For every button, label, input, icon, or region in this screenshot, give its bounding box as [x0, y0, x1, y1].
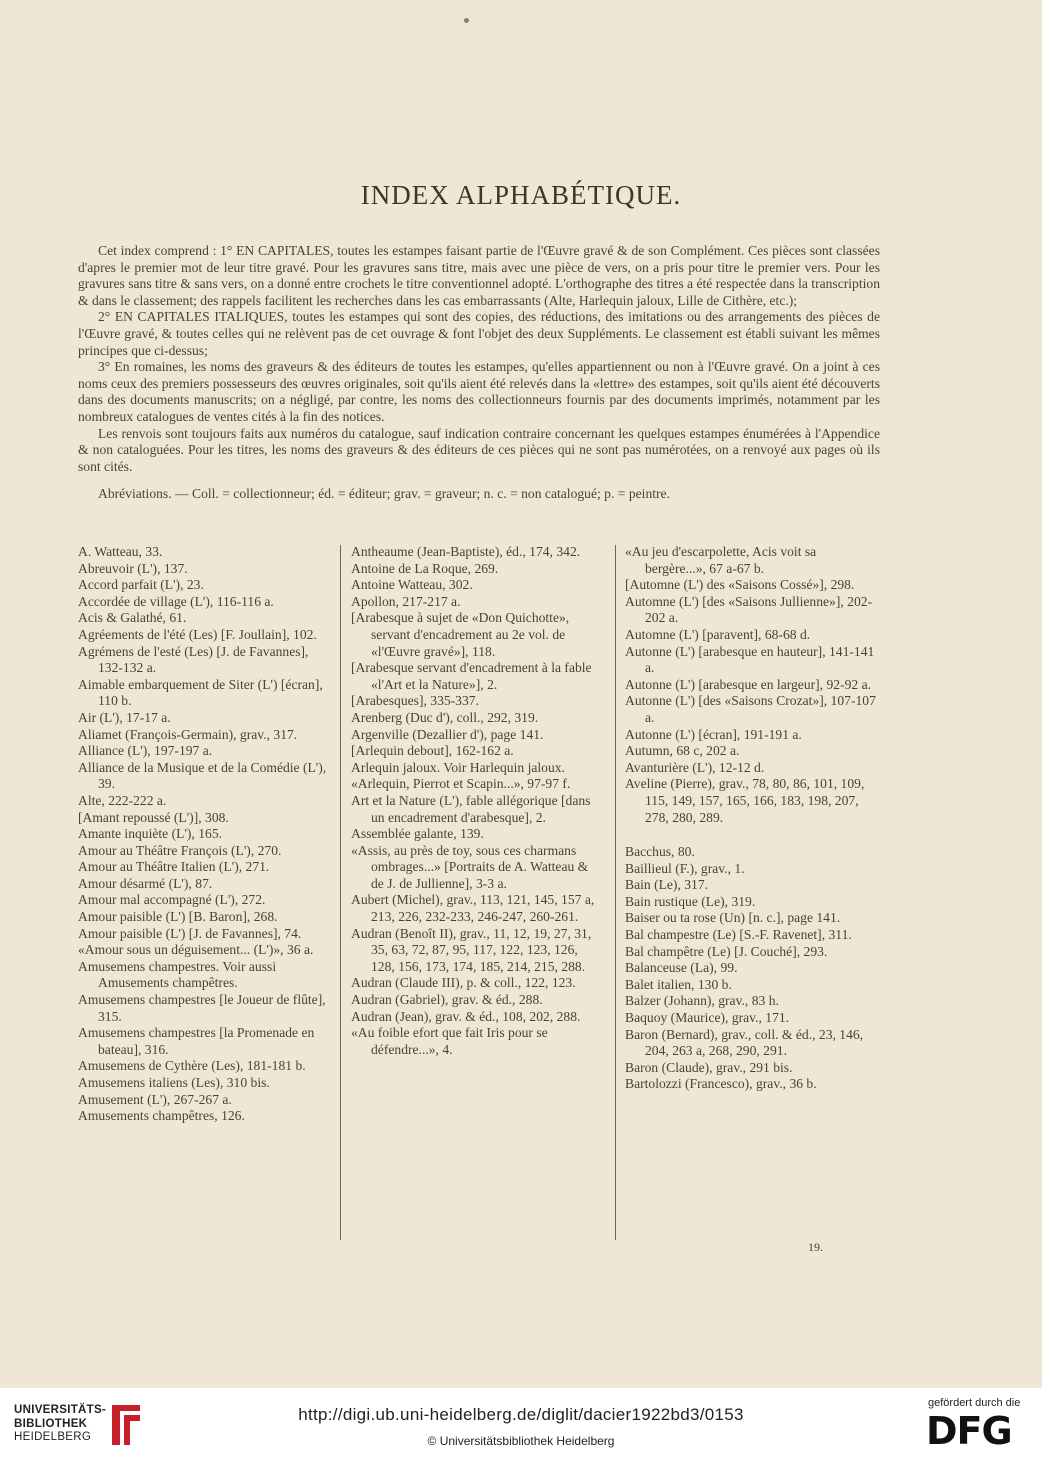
index-entry: Audran (Jean), grav. & éd., 108, 202, 288.: [351, 1008, 581, 1024]
footer-bar: [0, 1388, 1042, 1462]
index-entry: Audran (Gabriel), grav. & éd., 288.: [351, 992, 543, 1008]
index-entry: Aveline (Pierre), grav., 78, 80, 86, 101, 109, 115, 149, 157, 165, 166, 183, 198, 207, 278, 280, 289.: [625, 776, 865, 825]
index-entry: [Arabesque servant d'encadrement à la fable «l'Art et la Nature»], 2.: [351, 660, 592, 692]
library-name-line2: BIBLIOTHEK: [14, 1417, 88, 1430]
index-entry: Assemblée galante, 139.: [351, 826, 484, 842]
index-column-2: [351, 544, 603, 1058]
ink-dot: [464, 18, 469, 23]
index-entry: «Au jeu d'escarpolette, Acis voit sa bergère...», 67 a-67 b.: [625, 544, 817, 576]
index-entry: Bal champêtre (Le) [J. Couché], 293.: [625, 943, 828, 959]
index-entry: Alliance de la Musique et de la Comédie (L'), 39.: [78, 759, 327, 792]
index-entry: «Au foible efort que fait Iris pour se défendre...», 4.: [351, 1025, 548, 1057]
index-entry: Bacchus, 80.: [625, 844, 695, 860]
index-entry: Baillieul (F.), grav., 1.: [625, 860, 745, 876]
funding-label: gefördert durch die: [928, 1397, 1021, 1409]
index-entry: Autonne (L') [arabesque en largeur], 92-92 a.: [625, 676, 872, 692]
section-gap: [625, 826, 880, 844]
index-entry: Aliamet (François-Germain), grav., 317.: [78, 726, 298, 742]
page-title: INDEX ALPHABÉTIQUE.: [360, 180, 682, 210]
index-entry: Baron (Bernard), grav., coll. & éd., 23, 146, 204, 263 a, 268, 290, 291.: [625, 1026, 864, 1059]
index-entry: «Assis, au près de toy, sous ces charmans ombrages...» [Portraits de A. Watteau & de J. de Jullienne], 3-3 a.: [351, 842, 589, 891]
index-entry: Arlequin jaloux. Voir Harlequin jaloux.: [351, 759, 565, 775]
index-entry: Amusemens champestres. Voir aussi Amusements champêtres.: [78, 958, 277, 991]
column-divider: [615, 545, 616, 1240]
index-entry: Argenville (Dezallier d'), page 141.: [351, 726, 544, 742]
index-entry: Art et la Nature (L'), fable allégorique [dans un encadrement d'arabesque], 2.: [351, 792, 591, 825]
index-entry: Baiser ou ta rose (Un) [n. c.], page 141.: [625, 910, 841, 926]
index-entry: Accordée de village (L'), 116-116 a.: [78, 593, 274, 609]
index-entry: Automne (L') [des «Saisons Jullienne»], 202-202 a.: [625, 593, 873, 626]
index-entry: Apollon, 217-217 a.: [351, 593, 461, 609]
index-entry: Amour mal accompagné (L'), 272.: [78, 892, 266, 908]
index-entry: Amour désarmé (L'), 87.: [78, 875, 213, 891]
intro-text: [78, 243, 880, 503]
index-entry: «Amour sous un déguisement... (L')», 36 a.: [78, 942, 314, 958]
index-entry: Amusement (L'), 267-267 a.: [78, 1091, 232, 1107]
intro-paragraph-2: 2° EN CAPITALES ITALIQUES, toutes les estampes qui sont des copies, des réductions, des imitations ou des arrangements des pièces de l'Œuvre gravé, & toutes celles qui ne relèvent pas de cet ouvrage & font l'objet des deux Suppléments. Le classement est établi suivant les mêmes principes que ci-dessus;: [78, 309, 880, 358]
index-entry: Baron (Claude), grav., 291 bis.: [625, 1059, 793, 1075]
index-entry: Aubert (Michel), grav., 113, 121, 145, 157 a, 213, 226, 232-233, 246-247, 260-261.: [351, 892, 595, 925]
index-entry: Amusemens champestres [le Joueur de flûte], 315.: [78, 992, 326, 1024]
index-entry: Autonne (L') [écran], 191-191 a.: [625, 726, 802, 742]
dfg-logo[interactable]: DFG: [926, 1409, 1012, 1453]
index-entry: Automne (L') [paravent], 68-68 d.: [625, 626, 811, 642]
copyright-text: © Universitätsbibliothek Heidelberg: [427, 1434, 615, 1448]
index-entry: Bain rustique (Le), 319.: [625, 893, 756, 909]
index-entry: Antoine Watteau, 302.: [351, 577, 473, 593]
index-entry: Amusemens italiens (Les), 310 bis.: [78, 1075, 270, 1090]
intro-paragraph-4: Les renvois sont toujours faits aux numéros du catalogue, sauf indication contraire concernant les quelques estampes énumérées à l'Appendice & non cataloguées. Pour les titres, les noms des graveurs & des éditeurs de ces pièces qui ne sont pas numérotées, on a renvoyé aux pages où ils sont cités.: [78, 425, 880, 474]
index-entry: [Arabesque à sujet de «Don Quichotte», servant d'encadrement au 2e vol. de «l'Œuvre gravé»], 118.: [351, 610, 570, 659]
index-entry: A. Watteau, 33.: [78, 544, 163, 559]
permalink-url[interactable]: http://digi.ub.uni-heidelberg.de/diglit/dacier1922bd3/0153: [298, 1405, 744, 1424]
index-entry: Amusemens champestres [la Promenade en bateau], 316.: [78, 1025, 315, 1057]
index-entry: Amour au Théâtre François (L'), 270.: [78, 842, 282, 858]
index-entry: Avanturière (L'), 12-12 d.: [625, 759, 765, 775]
index-entry: Bal champestre (Le) [S.-F. Ravenet], 311.: [625, 927, 852, 943]
index-entry: Audran (Benoît II), grav., 11, 12, 19, 27, 31, 35, 63, 72, 87, 95, 117, 122, 123, 126, 128, 156, 173, 174, 185, 214, 215, 288.: [351, 925, 592, 974]
library-name-line1: UNIVERSITÄTS-: [14, 1404, 107, 1416]
index-entry: Baquoy (Maurice), grav., 171.: [625, 1010, 790, 1026]
index-entry: Antheaume (Jean-Baptiste), éd., 174, 342.: [351, 544, 581, 559]
index-column-3: [625, 544, 880, 1093]
index-entry: «Arlequin, Pierrot et Scapin...», 97-97 f.: [351, 776, 571, 792]
index-entry: [Automne (L') des «Saisons Cossé»], 298.: [625, 577, 855, 593]
index-entry: Aimable embarquement de Siter (L') [écran], 110 b.: [78, 676, 323, 709]
index-entry: Autonne (L') [des «Saisons Crozat»], 107-107 a.: [625, 693, 876, 725]
index-entry: Air (L'), 17-17 a.: [78, 709, 171, 725]
index-entry: Amour paisible (L') [J. de Favannes], 74.: [78, 925, 302, 941]
index-column-1: [78, 544, 330, 1125]
index-entry: Accord parfait (L'), 23.: [78, 577, 204, 593]
index-entry: Audran (Claude III), p. & coll., 122, 123.: [351, 975, 576, 991]
index-entry: Agréements de l'été (Les) [F. Joullain], 102.: [78, 626, 317, 642]
index-entry: Antoine de La Roque, 269.: [351, 560, 499, 576]
index-entry: Balet italien, 130 b.: [625, 976, 732, 992]
index-entry: Abreuvoir (L'), 137.: [78, 560, 188, 576]
index-entry: [Arabesques], 335-337.: [351, 693, 479, 709]
index-entry: Amour au Théâtre Italien (L'), 271.: [78, 859, 270, 875]
index-entry: [Arlequin debout], 162-162 a.: [351, 743, 514, 759]
index-entry: Alte, 222-222 a.: [78, 792, 167, 808]
index-entry: Arenberg (Duc d'), coll., 292, 319.: [351, 709, 539, 725]
index-entry: Alliance (L'), 197-197 a.: [78, 743, 213, 759]
column-divider: [340, 545, 341, 1240]
index-entry: Bain (Le), 317.: [625, 877, 709, 893]
index-entry: Agrémens de l'esté (Les) [J. de Favannes], 132-132 a.: [78, 643, 309, 676]
index-entry: Bartolozzi (Francesco), grav., 36 b.: [625, 1076, 817, 1092]
page-number: 19.: [808, 1240, 823, 1254]
index-entry: Autumn, 68 c, 202 a.: [625, 743, 740, 759]
index-entry: Acis & Galathé, 61.: [78, 610, 187, 626]
index-entry: [Amant repoussé (L')], 308.: [78, 809, 229, 825]
index-entry: Amusemens de Cythère (Les), 181-181 b.: [78, 1058, 306, 1074]
intro-paragraph-1: Cet index comprend : 1° EN CAPITALES, toutes les estampes faisant partie de l'Œuvre gravé & de son Complément. Ces pièces sont classées d'apres le premier mot de leur titre gravé. Pour les gravures sans titre, mais avec une pièce de vers, on a pris pour titre le premier vers. Pour les gravures sans titre & sans vers, on a donné entre crochets le titre conventionnel adopté. L'orthographe des titres a été respectée dans la transcription & dans le classement; des rappels facilitent les recherches dans les cas embarrassants (Alte, Harlequin jaloux, Lille de Cithère, etc.);: [78, 243, 880, 308]
index-entry: Amante inquiète (L'), 165.: [78, 826, 223, 842]
index-entry: Amour paisible (L') [B. Baron], 268.: [78, 909, 278, 925]
index-entry: Amusements champêtres, 126.: [78, 1108, 245, 1124]
index-entry: Balzer (Johann), grav., 83 h.: [625, 993, 779, 1009]
abbreviations: Abréviations. — Coll. = collectionneur; éd. = éditeur; grav. = graveur; n. c. = non catalogué; p. = peintre.: [98, 486, 670, 502]
library-name-line3: HEIDELBERG: [14, 1431, 92, 1443]
intro-paragraph-3: 3° En romaines, les noms des graveurs & des éditeurs de toutes les estampes, qu'elles appartiennent ou non à l'Œuvre gravé. On a joint à ces noms ceux des premiers possesseurs des œuvres originales, soit qu'ils aient été relevés dans la «lettre» des estampes, soit qu'ils aient été découverts dans des documents manuscrits; on a négligé, par contre, les noms des collectionneurs fournis par des documents imprimés, notamment par les nombreux catalogues de ventes cités à la fin des notices.: [78, 359, 880, 424]
index-entry: Balanceuse (La), 99.: [625, 960, 738, 976]
index-entry: Autonne (L') [arabesque en hauteur], 141-141 a.: [625, 643, 875, 676]
